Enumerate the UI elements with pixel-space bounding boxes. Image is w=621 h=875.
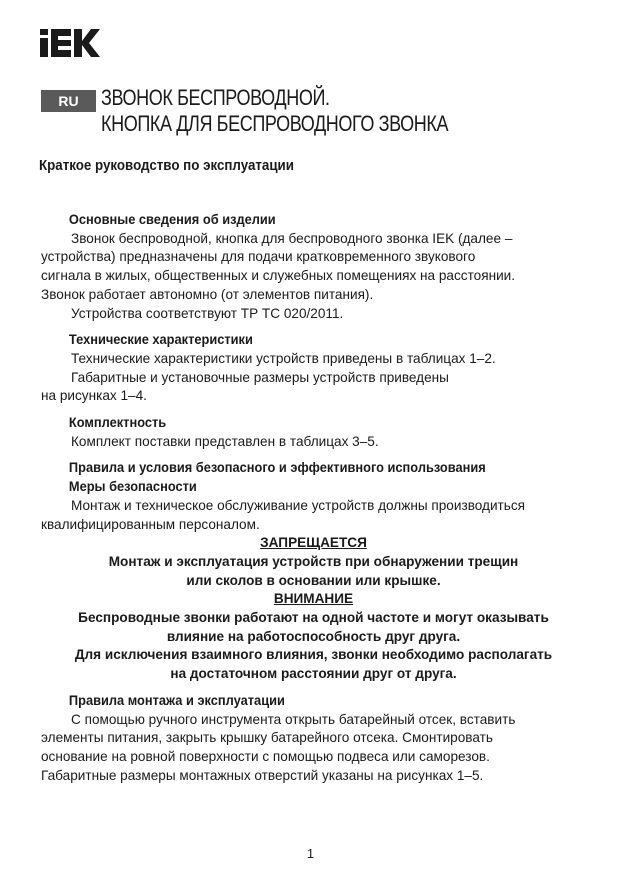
paragraph-line: С помощью ручного инструмента открыть батарейный отсек, вставить [71, 711, 516, 727]
title-line-2: КНОПКА ДЛЯ БЕСПРОВОДНОГО ЗВОНКА [101, 111, 449, 136]
document-title [101, 85, 524, 137]
iek-logo [40, 29, 100, 57]
paragraph-line: Технические характеристики устройств приведены в таблицах 1–2. [71, 350, 496, 366]
paragraph-line: сигнала в жилых, общественных и служебных помещениях на расстоянии. [41, 268, 516, 284]
paragraph-line: Звонок беспроводной, кнопка для беспроводного звонка IEK (далее – [71, 230, 513, 246]
paragraph-line: Устройства соответствуют ТР ТС 020/2011. [71, 305, 344, 321]
warning-line: Для исключения взаимного влияния, звонки необходимо располагать [74, 647, 553, 663]
paragraph-line: элементы питания, закрыть крышку батарейного отсека. Смонтировать [41, 730, 493, 746]
paragraph-line: Монтаж и техническое обслуживание устройств должны производиться [71, 497, 526, 513]
paragraph-line: устройства) предназначены для подачи кратковременного звукового [41, 249, 476, 265]
language-badge: RU [41, 90, 96, 112]
warning-line: Беспроводные звонки работают на одной частоте и могут оказывать [78, 610, 549, 626]
section-heading: Комплектность [68, 415, 167, 431]
attention-title: ВНИМАНИЕ [273, 591, 354, 607]
warning-line: влияние на работоспособность друг друга. [166, 628, 461, 644]
page-number: 1 [306, 846, 315, 861]
warning-line: Монтаж и эксплуатация устройств при обнаружении трещин [108, 553, 519, 569]
section-heading: Технические характеристики [68, 332, 253, 348]
paragraph-line: Комплект поставки представлен в таблицах 3–5. [71, 433, 379, 449]
section-subheading: Меры безопасности [68, 479, 197, 495]
section-heading: Правила и условия безопасного и эффективного использования [68, 460, 486, 476]
paragraph-line: основание на ровной поверхности с помощью подвеса или саморезов. [41, 748, 490, 764]
paragraph-line: квалифицированным персоналом. [41, 516, 260, 532]
prohibited-title: ЗАПРЕЩАЕТСЯ [260, 535, 367, 551]
paragraph-line: Габаритные размеры монтажных отверстий указаны на рисунках 1–5. [41, 767, 484, 783]
warning-line: на достаточном расстоянии друг от друга. [170, 666, 457, 682]
paragraph-line: Звонок работает автономно (от элементов питания). [41, 286, 374, 302]
paragraph-line: Габаритные и установочные размеры устройств приведены [71, 369, 449, 385]
section-heading: Правила монтажа и эксплуатации [68, 692, 285, 708]
paragraph-line: на рисунках 1–4. [41, 388, 147, 404]
document-subtitle: Краткое руководство по эксплуатации [39, 158, 294, 174]
document-body [41, 211, 586, 785]
section-heading: Основные сведения об изделии [68, 212, 276, 227]
warning-line: или сколов в основании или крышке. [186, 572, 441, 588]
title-line-1: ЗВОНОК БЕСПРОВОДНОЙ. [101, 85, 330, 110]
